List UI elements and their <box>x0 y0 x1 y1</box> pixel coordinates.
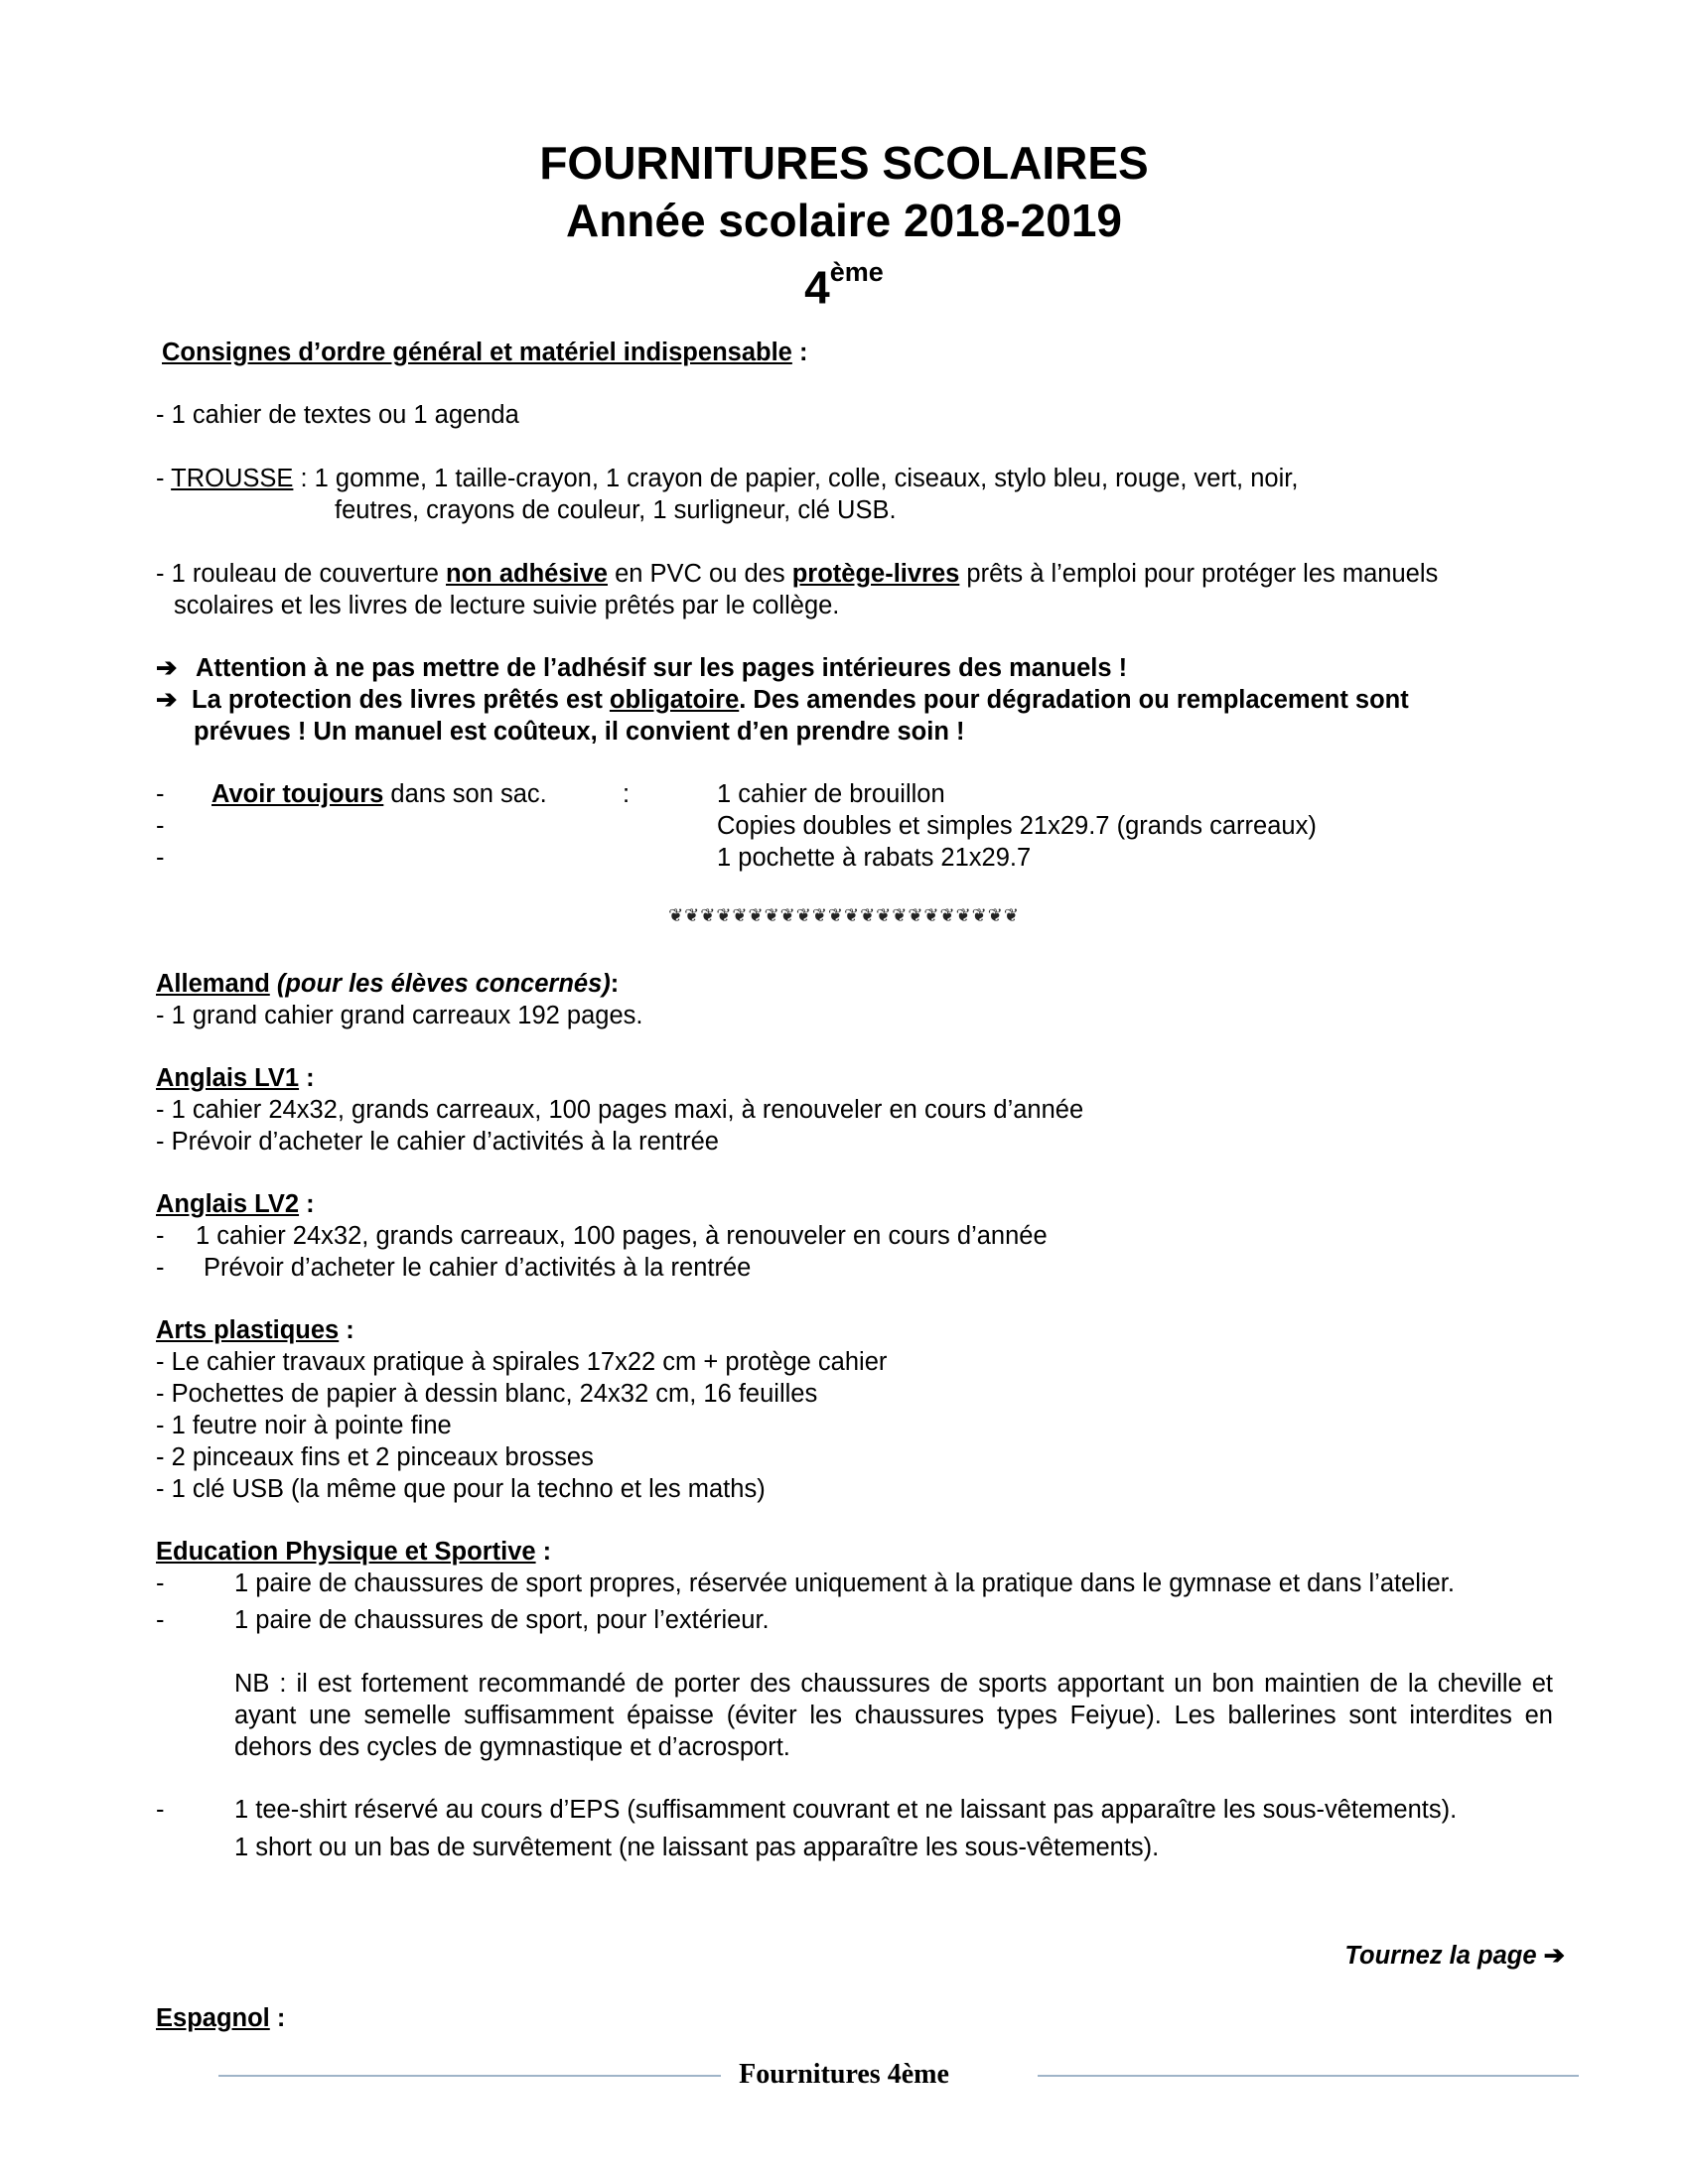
list-dash: - <box>156 1606 165 1634</box>
list-dash: - <box>156 1796 165 1824</box>
roll-text-1: - 1 rouleau de couverture <box>156 560 447 588</box>
anglais-lv2-heading <box>156 1188 315 1220</box>
decorative-separator: ❦❦❦❦❦❦❦❦❦❦❦❦❦❦❦❦❦❦❦❦❦❦ <box>668 905 1020 925</box>
always-dash-1: - <box>156 780 165 808</box>
allemand-colon: : <box>610 970 620 998</box>
warning-1-text: Attention à ne pas mettre de l’adhésif sur les pages intérieures des manuels ! <box>196 654 1128 682</box>
anglais-lv2-colon: : <box>299 1190 315 1218</box>
footer-label: Fournitures 4ème <box>721 2059 967 2090</box>
roll-book-protectors: protège-livres <box>791 560 960 588</box>
list-item: - Pochettes de papier à dessin blanc, 24x32 cm, 16 feuilles <box>156 1380 818 1408</box>
espagnol-colon: : <box>269 2004 286 2032</box>
general-heading-text: Consignes d’ordre général et matériel indispensable <box>162 339 792 366</box>
arrow-right-icon: ➔ <box>1543 1942 1565 1970</box>
eps-heading <box>156 1536 551 1568</box>
list-item: - Le cahier travaux pratique à spirales 17x22 cm + protège cahier <box>156 1348 888 1376</box>
eps-colon: : <box>535 1538 552 1566</box>
turn-page-text: Tournez la page <box>1344 1942 1537 1970</box>
arrow-right-icon: ➔ <box>156 686 178 714</box>
list-dash: - <box>156 1254 165 1282</box>
document-header <box>0 134 1688 316</box>
eps-title: Education Physique et Sportive <box>156 1538 536 1566</box>
arrow-right-icon: ➔ <box>156 654 178 682</box>
warning-2-text-1: La protection des livres prêtés est <box>192 686 610 714</box>
list-item: 1 paire de chaussures de sport, pour l’extérieur. <box>234 1606 770 1634</box>
list-item: - 1 feutre noir à pointe fine <box>156 1412 452 1439</box>
grade-number: 4 <box>804 261 830 314</box>
trousse-label: TROUSSE <box>171 465 294 492</box>
eps-nb-paragraph: NB : il est fortement recommandé de porter des chaussures de sports apportant un bon maintien de la cheville et ayant une semelle suffisamment épaisse (éviter les chaussures types Feiyue). Les ballerines sont interdites en dehors des cycles de gymnastique et d’acrosport. <box>234 1670 1553 1761</box>
always-label <box>211 778 547 810</box>
roll-non-adhesive: non adhésive <box>446 560 608 588</box>
list-item: - 1 clé USB (la même que pour la techno et les maths) <box>156 1475 766 1503</box>
warning-2-mandatory: obligatoire <box>609 686 740 714</box>
list-item: 1 tee-shirt réservé au cours d’EPS (suffisamment couvrant et ne laissant pas apparaître les sous-vêtements). <box>234 1796 1458 1824</box>
warning-2-text-2: . Des amendes pour dégradation ou remplacement sont <box>739 686 1409 714</box>
always-item: 1 cahier de brouillon <box>717 780 945 808</box>
trousse-item <box>156 463 1298 494</box>
roll-text-2: en PVC ou des <box>607 560 792 588</box>
list-item: 1 paire de chaussures de sport propres, réservée uniquement à la pratique dans le gymnase et dans l’atelier. <box>234 1570 1455 1597</box>
trousse-line1: : 1 gomme, 1 taille-crayon, 1 crayon de papier, colle, ciseaux, stylo bleu, rouge, vert, noir, <box>293 465 1299 492</box>
always-item: Copies doubles et simples 21x29.7 (grands carreaux) <box>717 812 1317 840</box>
list-item: - 1 grand cahier grand carreaux 192 pages. <box>156 1002 643 1029</box>
always-colon: : <box>623 780 631 808</box>
always-dash-2: - <box>156 812 165 840</box>
list-dash: - <box>156 1222 165 1250</box>
arts-heading <box>156 1314 354 1346</box>
always-bold: Avoir toujours <box>211 780 384 808</box>
list-item: - 2 pinceaux fins et 2 pinceaux brosses <box>156 1443 594 1471</box>
espagnol-heading <box>156 2002 285 2034</box>
grade-suffix: ème <box>829 257 884 287</box>
list-item: 1 short ou un bas de survêtement (ne laissant pas apparaître les sous-vêtements). <box>234 1834 1160 1861</box>
roll-text-3: prêts à l’emploi pour protéger les manuels <box>959 560 1439 588</box>
grade-level <box>0 249 1688 316</box>
document-subtitle: Année scolaire 2018-2019 <box>565 195 1123 246</box>
anglais-lv1-heading <box>156 1062 315 1094</box>
general-heading-colon: : <box>791 339 808 366</box>
trousse-dash: - <box>156 465 172 492</box>
list-item: - 1 cahier 24x32, grands carreaux, 100 pages maxi, à renouveler en cours d’année <box>156 1096 1084 1124</box>
anglais-lv1-title: Anglais LV1 <box>156 1064 300 1092</box>
agenda-item: - 1 cahier de textes ou 1 agenda <box>156 401 519 429</box>
anglais-lv1-colon: : <box>299 1064 315 1092</box>
always-rest: dans son sac. <box>383 780 547 808</box>
anglais-lv2-title: Anglais LV2 <box>156 1190 300 1218</box>
turn-page-note <box>1311 1940 1565 1972</box>
list-dash: - <box>156 1570 165 1597</box>
espagnol-title: Espagnol <box>156 2004 270 2032</box>
list-item: 1 cahier 24x32, grands carreaux, 100 pages, à renouveler en cours d’année <box>196 1222 1048 1250</box>
roll-line2: scolaires et les livres de lecture suivie prêtés par le collège. <box>174 592 840 619</box>
warning-2-line2: prévues ! Un manuel est coûteux, il convient d’en prendre soin ! <box>194 718 965 746</box>
allemand-title: Allemand <box>156 970 270 998</box>
list-item: Prévoir d’acheter le cahier d’activités à la rentrée <box>204 1254 752 1282</box>
page-footer <box>0 2057 1688 2093</box>
allemand-note: (pour les élèves concernés) <box>269 970 611 998</box>
warning-1 <box>156 652 1127 684</box>
warning-2 <box>156 684 1409 716</box>
trousse-line2: feutres, crayons de couleur, 1 surligneur, clé USB. <box>335 496 897 524</box>
arts-title: Arts plastiques <box>156 1316 340 1344</box>
allemand-heading <box>156 968 619 1000</box>
always-dash-3: - <box>156 844 165 872</box>
document-title: FOURNITURES SCOLAIRES <box>539 137 1149 189</box>
list-item: - Prévoir d’acheter le cahier d’activités à la rentrée <box>156 1128 719 1156</box>
general-heading <box>156 337 807 368</box>
roll-item <box>156 558 1438 590</box>
always-item: 1 pochette à rabats 21x29.7 <box>717 844 1032 872</box>
arts-colon: : <box>339 1316 354 1344</box>
